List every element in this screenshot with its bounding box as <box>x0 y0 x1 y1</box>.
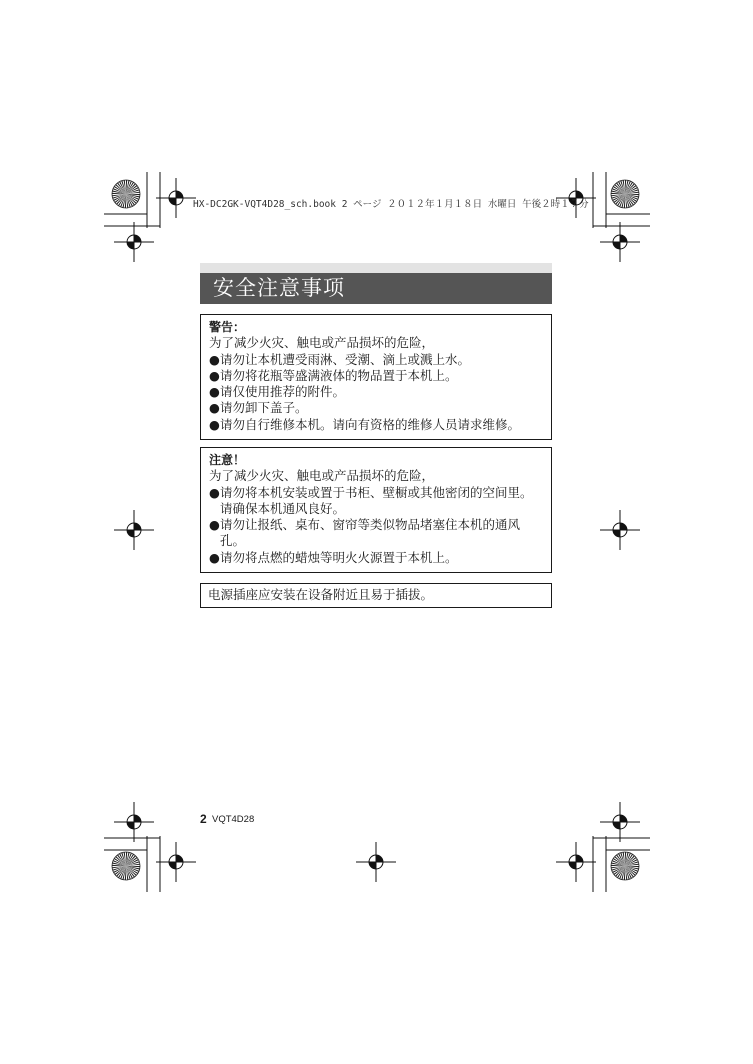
warning-bullet: ●请勿让本机遭受雨淋、受潮、滴上或溅上水。 <box>209 351 471 367</box>
print-header: HX-DC2GK-VQT4D28_sch.book 2 ページ ２０１２年１月１８日 水曜日 午後２時１７分 <box>193 199 589 210</box>
color-wheel-icon <box>611 180 639 208</box>
warning-bullet: ●请勿卸下盖子。 <box>209 400 308 416</box>
warning-bullet: ●请仅使用推荐的附件。 <box>209 384 346 400</box>
bullet-icon: ● <box>209 400 220 416</box>
registration-target-icon <box>556 842 596 882</box>
registration-target-icon <box>156 178 196 218</box>
warning-intro: 为了减少火灾、触电或产品损坏的危险， <box>209 335 435 351</box>
caution-heading: 注意！ <box>209 453 246 467</box>
color-wheel-icon <box>112 180 140 208</box>
bullet-icon: ● <box>209 549 220 565</box>
bullet-icon: ● <box>209 367 220 383</box>
bullet-icon: ● <box>209 416 220 432</box>
caution-box <box>200 447 552 573</box>
page-title: 安全注意事项 <box>200 273 552 304</box>
caution-intro: 为了减少火灾、触电或产品损坏的危险， <box>209 468 435 484</box>
caution-bullet: ●请勿让报纸、桌布、窗帘等类似物品堵塞住本机的通风孔。 <box>209 517 521 549</box>
color-wheel-icon <box>112 852 140 880</box>
bullet-icon: ● <box>209 351 220 367</box>
caution-bullet: ●请勿将点燃的蜡烛等明火火源置于本机上。 <box>209 549 458 565</box>
registration-target-icon <box>114 222 154 262</box>
bullet-icon: ● <box>209 484 220 500</box>
bullet-icon: ● <box>209 384 220 400</box>
warning-bullet: ●请勿将花瓶等盛满液体的物品置于本机上。 <box>209 367 458 383</box>
power-outlet-text: 电源插座应安装在设备附近且易于插拔。 <box>208 587 434 602</box>
registration-target-icon <box>600 510 640 550</box>
title-band-accent <box>200 263 552 273</box>
warning-bullet: ●请勿自行维修本机。请向有资格的维修人员请求维修。 <box>209 416 521 432</box>
power-outlet-note <box>200 583 552 608</box>
doc-code: VQT4D28 <box>212 814 255 825</box>
warning-heading: 警告： <box>209 320 246 334</box>
registration-target-icon <box>356 842 396 882</box>
registration-target-icon <box>156 842 196 882</box>
registration-target-icon <box>114 802 154 842</box>
caution-bullet: ●请勿将本机安装或置于书柜、壁橱或其他密闭的空间里。请确保本机通风良好。 <box>209 484 533 516</box>
warning-box <box>200 314 552 440</box>
registration-target-icon <box>114 510 154 550</box>
page-number: 2 <box>200 812 207 826</box>
bullet-icon: ● <box>209 517 220 533</box>
color-wheel-icon <box>611 852 639 880</box>
